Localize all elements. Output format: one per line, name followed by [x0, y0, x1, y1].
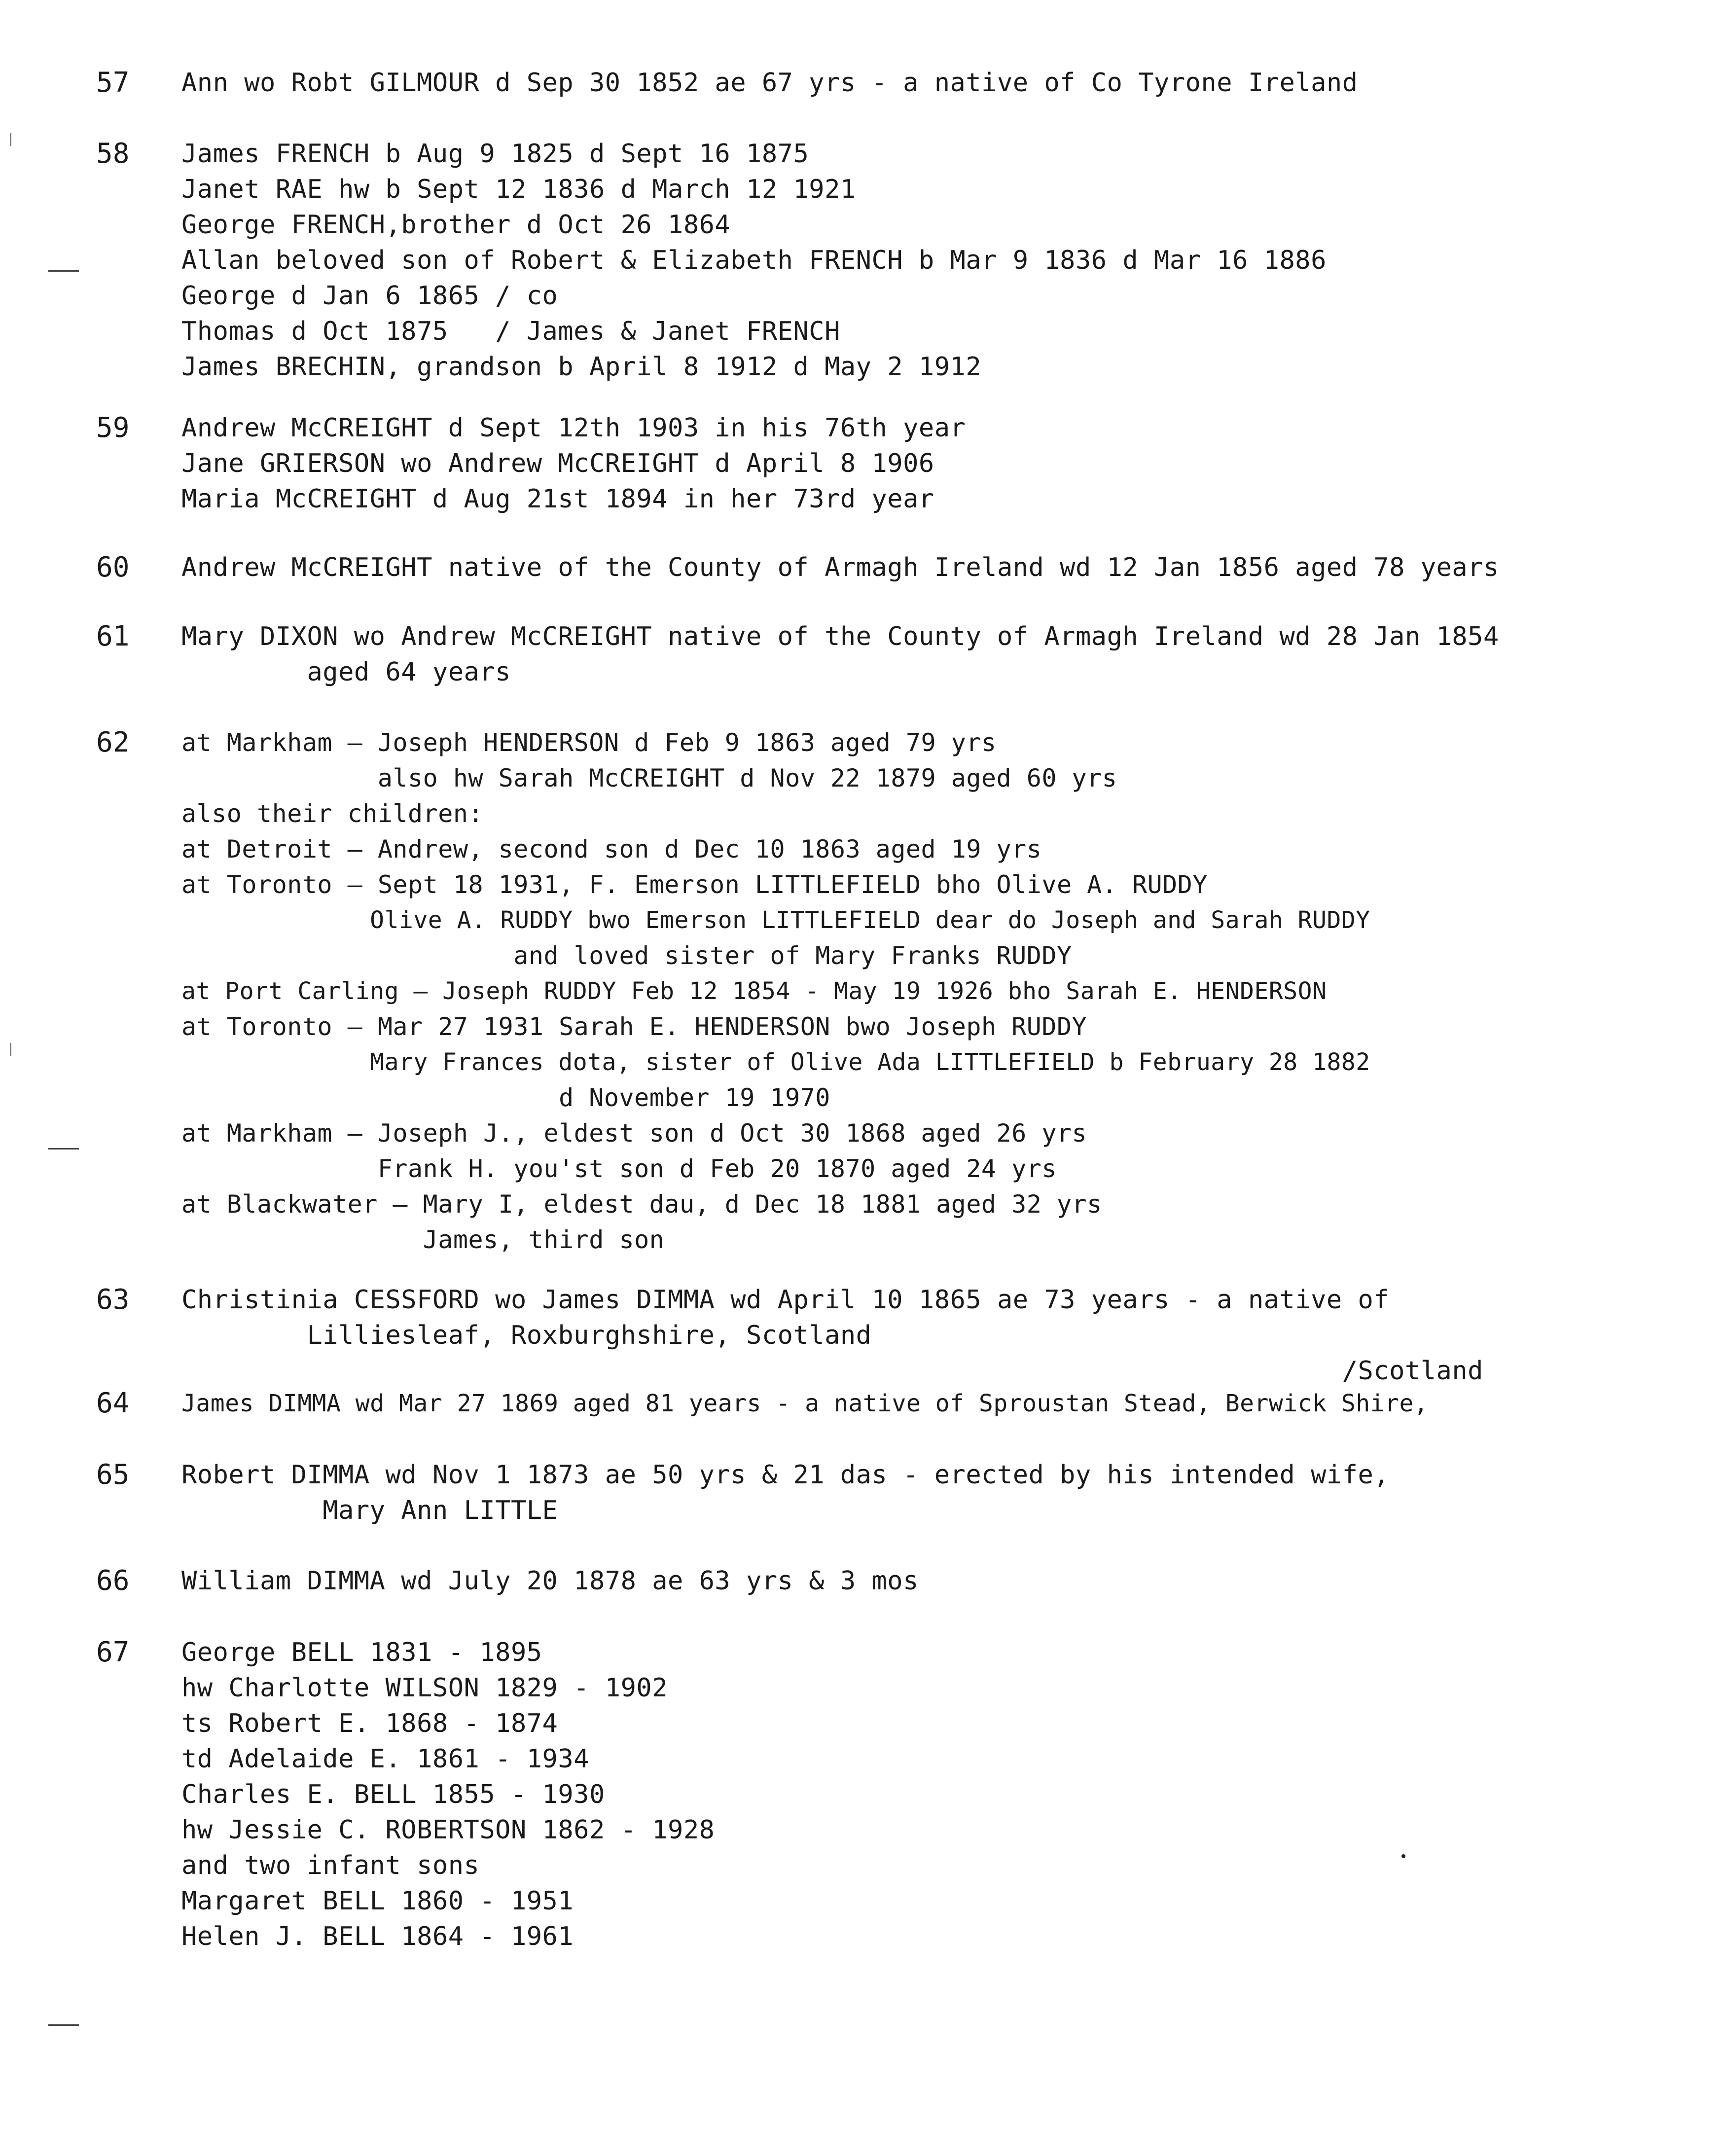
- entry-number: 60: [96, 551, 130, 583]
- entry-number: 67: [96, 1636, 130, 1668]
- entry-line: and two infant sons: [181, 1851, 480, 1880]
- entry-number: 66: [96, 1565, 130, 1597]
- entry-line: James, third son: [181, 1225, 665, 1254]
- entry-number: 59: [96, 412, 130, 444]
- margin-mark: [48, 270, 79, 272]
- entry-line: Frank H. you'st son d Feb 20 1870 aged 24 yrs: [181, 1154, 1057, 1183]
- entry-line: ts Robert E. 1868 - 1874: [181, 1709, 558, 1738]
- margin-tick: [10, 1043, 11, 1056]
- entry-number: 64: [96, 1387, 130, 1419]
- entry-line: hw Jessie C. ROBERTSON 1862 - 1928: [181, 1815, 715, 1845]
- entry-line: Janet RAE hw b Sept 12 1836 d March 12 1921: [181, 175, 856, 204]
- entry-line: Lilliesleaf, Roxburghshire, Scotland: [181, 1321, 872, 1350]
- entry-line: Mary Frances dota, sister of Olive Ada LITTLEFIELD b February 28 1882: [181, 1048, 1370, 1076]
- entry-line: Allan beloved son of Robert & Elizabeth FRENCH b Mar 9 1836 d Mar 16 1886: [181, 246, 1327, 275]
- entry-line: hw Charlotte WILSON 1829 - 1902: [181, 1673, 668, 1703]
- entry-line: James FRENCH b Aug 9 1825 d Sept 16 1875: [181, 139, 809, 169]
- entry-line: James BRECHIN, grandson b April 8 1912 d May 2 1912: [181, 352, 982, 382]
- entry-line: Margaret BELL 1860 - 1951: [181, 1886, 574, 1916]
- entry-line: George d Jan 6 1865 / co: [181, 281, 558, 311]
- entry-line: Mary DIXON wo Andrew McCREIGHT native of the County of Armagh Ireland wd 28 Jan 1854: [181, 622, 1499, 651]
- entry-line: Mary Ann LITTLE: [181, 1496, 558, 1525]
- entry-line: Christinia CESSFORD wo James DIMMA wd April 10 1865 ae 73 years - a native of: [181, 1285, 1390, 1315]
- entry-number: 63: [96, 1284, 130, 1316]
- entry-line: at Toronto — Mar 27 1931 Sarah E. HENDERSON bwo Joseph RUDDY: [181, 1012, 1087, 1041]
- entry-line: at Blackwater — Mary I, eldest dau, d Dec 18 1881 aged 32 yrs: [181, 1190, 1102, 1219]
- entry-line: Robert DIMMA wd Nov 1 1873 ae 50 yrs & 21 das - erected by his intended wife,: [181, 1460, 1390, 1490]
- entry-line: Andrew McCREIGHT native of the County of Armagh Ireland wd 12 Jan 1856 aged 78 years: [181, 553, 1499, 582]
- entry-number: 65: [96, 1459, 130, 1491]
- entry-line: at Detroit — Andrew, second son d Dec 10 1863 aged 19 yrs: [181, 835, 1042, 863]
- entry-line: td Adelaide E. 1861 - 1934: [181, 1744, 589, 1774]
- entry-line: Ann wo Robt GILMOUR d Sep 30 1852 ae 67 yrs - a native of Co Tyrone Ireland: [181, 68, 1358, 98]
- margin-tick: [10, 133, 11, 146]
- entry-line: d November 19 1970: [181, 1083, 830, 1112]
- entry-line: George BELL 1831 - 1895: [181, 1638, 542, 1667]
- margin-mark: [48, 1148, 79, 1150]
- entry-line: William DIMMA wd July 20 1878 ae 63 yrs & 3 mos: [181, 1566, 919, 1596]
- entry-line: Helen J. BELL 1864 - 1961: [181, 1922, 574, 1951]
- ink-dot: [1401, 1854, 1405, 1858]
- entry-line: at Toronto — Sept 18 1931, F. Emerson LITTLEFIELD bho Olive A. RUDDY: [181, 870, 1208, 899]
- entry-line: Thomas d Oct 1875 / James & Janet FRENCH: [181, 317, 840, 346]
- entry-number: 57: [96, 67, 130, 99]
- entry-line: at Markham — Joseph HENDERSON d Feb 9 1863 aged 79 yrs: [181, 728, 997, 757]
- entry-line: also hw Sarah McCREIGHT d Nov 22 1879 aged 60 yrs: [181, 764, 1117, 792]
- entry-line: Jane GRIERSON wo Andrew McCREIGHT d April 8 1906: [181, 449, 934, 478]
- entry-line: Maria McCREIGHT d Aug 21st 1894 in her 73rd year: [181, 484, 934, 514]
- margin-mark: [48, 2024, 79, 2026]
- entry-number: 61: [96, 620, 130, 652]
- entry-line: George FRENCH,brother d Oct 26 1864: [181, 210, 731, 240]
- entry-line: at Markham — Joseph J., eldest son d Oct 30 1868 aged 26 yrs: [181, 1119, 1087, 1148]
- entry-number: 58: [96, 138, 130, 170]
- entry-line: and loved sister of Mary Franks RUDDY: [181, 941, 1072, 970]
- entry-line: Charles E. BELL 1855 - 1930: [181, 1780, 605, 1809]
- entry-line: aged 64 years: [181, 657, 511, 687]
- entry-line: Olive A. RUDDY bwo Emerson LITTLEFIELD dear do Joseph and Sarah RUDDY: [181, 906, 1370, 934]
- entry-line: /Scotland: [181, 1356, 1483, 1386]
- entry-number: 62: [96, 726, 130, 758]
- entry-line: Andrew McCREIGHT d Sept 12th 1903 in his 76th year: [181, 413, 966, 443]
- entry-line: also their children:: [181, 799, 484, 828]
- entry-line: James DIMMA wd Mar 27 1869 aged 81 years - a native of Sproustan Stead, Berwick Shire,: [181, 1390, 1429, 1417]
- entry-line: at Port Carling — Joseph RUDDY Feb 12 1854 - May 19 1926 bho Sarah E. HENDERSON: [181, 977, 1327, 1005]
